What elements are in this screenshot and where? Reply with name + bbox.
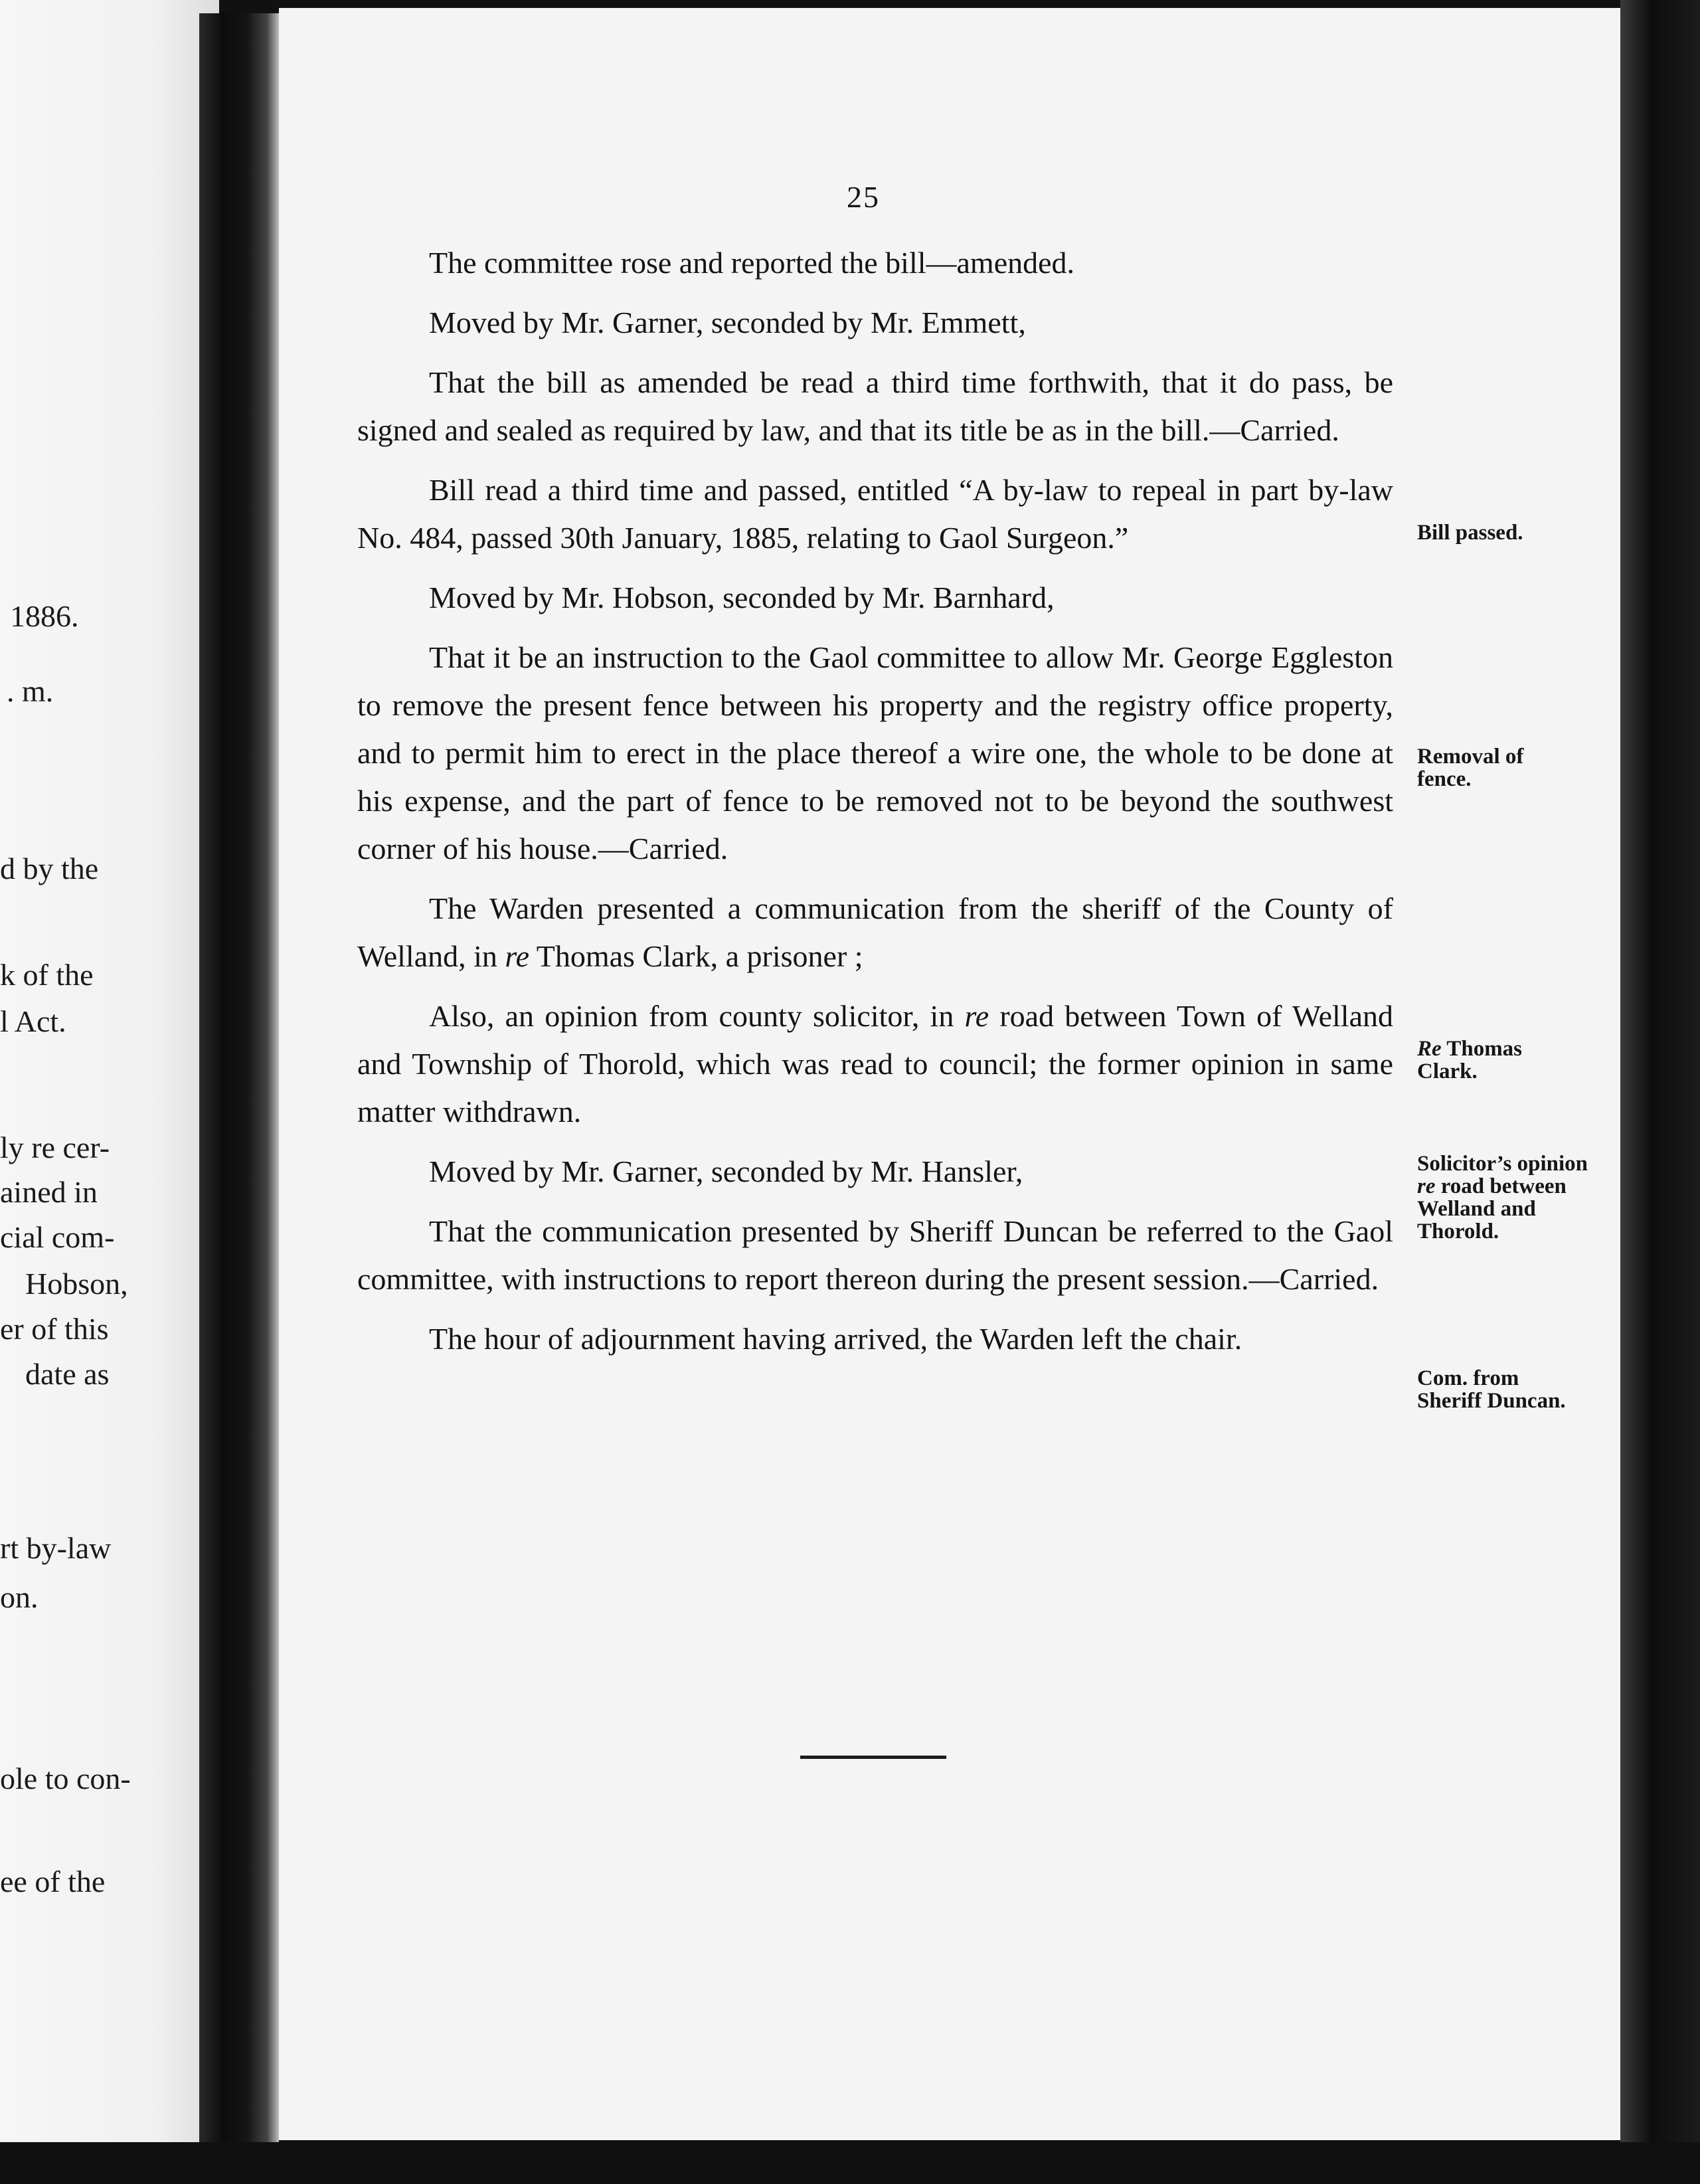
margin-note-text: Solicitor’s opinion: [1417, 1152, 1588, 1176]
paragraph: The hour of adjournment having arrived, the Warden left the chair.: [429, 1322, 1242, 1356]
italic-term: re: [964, 999, 989, 1033]
left-fragment: Hobson,: [25, 1267, 128, 1301]
bottom-edge-shadow: [0, 2142, 1700, 2184]
paragraph: Bill read a third time and passed, entitled “A by-law to repeal in part by-law No. 484, passed 30th January, 1885, relating to Gaol Surgeon.”: [357, 473, 1393, 555]
left-fragment: . m.: [7, 674, 54, 708]
margin-note-com-from-sheriff: Com. from Sheriff Duncan.: [1417, 1366, 1566, 1413]
paragraph: Moved by Mr. Garner, seconded by Mr. Hansler,: [429, 1154, 1023, 1188]
left-fragment: ee of the: [0, 1865, 106, 1898]
left-fragment: ole to con-: [0, 1762, 131, 1795]
left-fragment: d by the: [0, 852, 99, 885]
paragraph-text: Also, an opinion from county solicitor, in: [429, 999, 965, 1033]
paragraph: That the bill as amended be read a third time forthwith, that it do pass, be signed and sealed as required by law, and that its title be as in the bill.—Carried.: [357, 365, 1393, 447]
italic-term: Re: [1417, 1037, 1442, 1061]
margin-note-text: road between Welland and Thorold.: [1417, 1174, 1567, 1243]
left-facing-page: [0, 0, 219, 2159]
left-fragment: ained in: [0, 1175, 98, 1209]
closing-rule: [800, 1756, 946, 1759]
margin-note-solicitors-opinion: [1417, 1152, 1606, 1243]
page-body: [357, 239, 1393, 1375]
italic-term: re: [505, 939, 530, 973]
page-edge-shadow: [1620, 0, 1700, 2184]
paragraph: The committee rose and reported the bill—amended.: [429, 246, 1075, 280]
paragraph-text: Thomas Clark, a prisoner ;: [529, 939, 863, 973]
left-fragment: cial com-: [0, 1220, 115, 1254]
margin-note-bill-passed: Bill passed.: [1417, 521, 1523, 545]
paragraph: That it be an instruction to the Gaol committee to allow Mr. George Eggleston to remove the present fence between his property and the registry office property, and to permit him to erect in the place thereof a wire one, the whole to be done at his expense, and the part of fence to be removed not to be beyond the southwest corner of his house.—Carried.: [357, 640, 1393, 865]
left-fragment: on.: [0, 1580, 39, 1614]
italic-term: re: [1417, 1174, 1436, 1198]
paragraph-text: The Warden presented a communication from the sheriff of the County of Welland, in: [357, 891, 1393, 973]
paragraph-text: road between Town of Welland and Township of Thorold, which was read to council; the former opinion in same matter withdrawn.: [357, 999, 1393, 1129]
paragraph: That the communication presented by Sheriff Duncan be referred to the Gaol committee, with instructions to report thereon during the present session.—Carried.: [357, 1214, 1393, 1296]
paragraph: Moved by Mr. Garner, seconded by Mr. Emmett,: [429, 306, 1026, 339]
left-fragment: er of this: [0, 1312, 109, 1346]
left-fragment: l Act.: [0, 1004, 66, 1038]
margin-note-text: Thomas Clark.: [1417, 1037, 1523, 1083]
book-gutter-shadow: [199, 13, 279, 2159]
page-number: 25: [847, 180, 880, 214]
left-fragment: 1886.: [10, 599, 79, 633]
paragraph: Moved by Mr. Hobson, seconded by Mr. Barnhard,: [429, 581, 1055, 614]
left-fragment: date as: [25, 1357, 110, 1391]
left-fragment: k of the: [0, 958, 94, 992]
paragraph: [357, 885, 1393, 980]
left-fragment: rt by-law: [0, 1531, 112, 1565]
left-fragment: ly re cer-: [0, 1131, 110, 1164]
paragraph: [357, 992, 1393, 1136]
margin-note-re-thomas-clark: [1417, 1038, 1576, 1083]
margin-note-removal-of-fence: Removal of fence.: [1417, 745, 1524, 791]
